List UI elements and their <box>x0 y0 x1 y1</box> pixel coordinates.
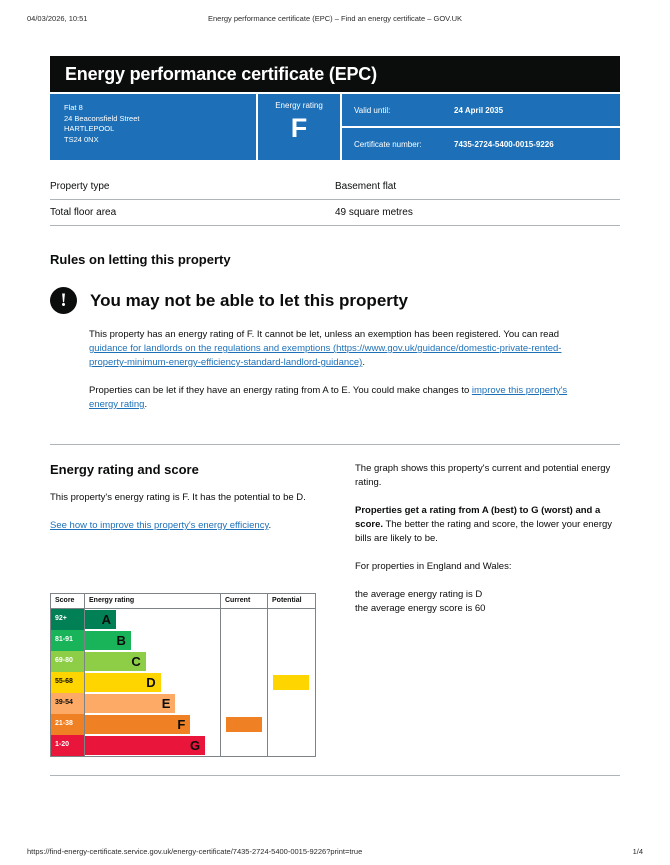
current-cell-b <box>221 630 268 651</box>
potential-score-pointer <box>273 675 309 690</box>
potential-cell-e <box>268 693 315 714</box>
document-content <box>50 56 620 412</box>
graph-header-row <box>51 594 315 609</box>
score-band-c: 69-80 <box>51 651 85 672</box>
potential-cell-f <box>268 714 315 735</box>
certificate-meta <box>340 94 620 160</box>
property-details-table <box>50 174 620 226</box>
divider-bottom <box>50 775 620 776</box>
graph-row-f <box>51 714 315 735</box>
bar-d: D <box>85 673 161 692</box>
improve-efficiency-paragraph <box>50 519 325 533</box>
current-cell-g <box>221 735 268 756</box>
graph-row-e <box>51 693 315 714</box>
energy-rating-label: Energy rating <box>275 101 323 110</box>
table-row <box>50 174 620 200</box>
total-floor-area-label: Total floor area <box>50 200 335 226</box>
score-band-b: 81-91 <box>51 630 85 651</box>
potential-cell-c <box>268 651 315 672</box>
bar-cell-e <box>85 693 221 714</box>
energy-rating-badge <box>256 94 340 160</box>
graph-col-potential: Potential <box>272 597 302 604</box>
letting-rules-heading: Rules on letting this property <box>50 252 231 267</box>
rating-scale-explainer <box>355 504 620 546</box>
valid-until-value: 24 April 2035 <box>454 105 504 115</box>
letting-para2-text-b: . <box>144 399 148 410</box>
graph-row-d <box>51 672 315 693</box>
energy-rating-heading: Energy rating and score <box>50 462 199 477</box>
potential-cell-b <box>268 630 315 651</box>
bar-cell-a <box>85 609 221 630</box>
potential-cell-d <box>268 672 315 693</box>
potential-band-letter: D <box>294 678 300 687</box>
bar-e: E <box>85 694 175 713</box>
address-line-4: TS24 0NX <box>64 134 99 144</box>
page-title: Energy performance certificate (EPC) <box>65 63 377 84</box>
address-line-1: Flat 8 <box>64 103 83 112</box>
average-stats <box>355 588 620 616</box>
score-band-d: 55-68 <box>51 672 85 693</box>
letting-paragraph-1 <box>89 328 578 370</box>
graph-body <box>51 609 315 756</box>
epc-summary-block <box>50 94 620 160</box>
current-cell-a <box>221 609 268 630</box>
certificate-number-label: Certificate number: <box>354 139 422 149</box>
exclamation-icon: ! <box>50 287 77 314</box>
average-score-line: the average energy score is 60 <box>355 603 486 614</box>
bar-cell-d <box>85 672 221 693</box>
score-band-f: 21-38 <box>51 714 85 735</box>
letting-paragraph-2 <box>89 384 578 412</box>
divider-top <box>50 444 620 445</box>
bar-cell-c <box>85 651 221 672</box>
print-footer-page: 1/4 <box>632 847 643 856</box>
table-row <box>50 200 620 226</box>
bar-cell-f <box>85 714 221 735</box>
valid-until-label: Valid until: <box>354 105 391 115</box>
graph-explainer: The graph shows this property's current and potential energy rating. <box>355 463 611 488</box>
improve-efficiency-link[interactable]: See how to improve this property's energy efficiency <box>50 520 269 531</box>
certificate-number-row <box>342 126 620 160</box>
bar-c: C <box>85 652 146 671</box>
england-wales-intro: For properties in England and Wales: <box>355 561 512 572</box>
letting-para2-text-a: Properties can be let if they have an energy rating from A to E. You could make changes to <box>89 385 472 396</box>
address-line-3: HARTLEPOOL <box>64 124 115 133</box>
property-type-label: Property type <box>50 174 335 200</box>
landlord-guidance-link[interactable]: guidance for landlords on the regulations and exemptions (https://www.gov.uk/guidance/domestic-private-rented-property-minimum-energy-efficiency-standard-landlord-guidance) <box>89 343 562 368</box>
valid-until-row <box>342 94 620 126</box>
bar-g: G <box>85 736 205 755</box>
average-rating-line: the average energy rating is D <box>355 589 483 600</box>
print-header-title: Energy performance certificate (EPC) – Find an energy certificate – GOV.UK <box>207 14 462 23</box>
graph-col-current: Current <box>221 594 268 608</box>
warning-title: You may not be able to let this property <box>90 290 409 310</box>
warning-row <box>50 287 620 314</box>
improve-efficiency-suffix: . <box>268 520 272 531</box>
property-address <box>50 94 256 160</box>
graph-row-g <box>51 735 315 756</box>
energy-rating-right-column <box>355 462 620 630</box>
property-type-value: Basement flat <box>335 174 620 200</box>
rating-scale-rest: The better the rating and score, the lower your energy bills are likely to be. <box>355 519 613 544</box>
epc-rating-graph <box>50 593 316 757</box>
address-line-2: 24 Beaconsfield Street <box>64 113 140 123</box>
potential-cell-a <box>268 609 315 630</box>
print-header-date: 04/03/2026, 10:51 <box>27 14 88 23</box>
bar-a: A <box>85 610 116 629</box>
graph-row-a <box>51 609 315 630</box>
current-cell-f <box>221 714 268 735</box>
bar-f: F <box>85 715 190 734</box>
potential-cell-g <box>268 735 315 756</box>
letting-para1-text-b: . <box>362 357 365 368</box>
certificate-number-value: 7435-2724-5400-0015-9226 <box>454 139 554 149</box>
current-cell-c <box>221 651 268 672</box>
graph-row-b <box>51 630 315 651</box>
bar-b: B <box>85 631 131 650</box>
current-score-value: 27 <box>235 720 244 729</box>
energy-rating-left-column <box>50 462 325 753</box>
energy-rating-letter: F <box>290 113 308 143</box>
improve-rating-link[interactable]: improve this property's energy rating <box>89 385 568 410</box>
bar-cell-b <box>85 630 221 651</box>
score-band-g: 1-20 <box>51 735 85 756</box>
rating-scale-bold: Properties get a rating from A (best) to G (worst) and a score. <box>355 505 601 530</box>
total-floor-area-value: 49 square metres <box>335 200 620 226</box>
score-band-a: 92+ <box>51 609 85 630</box>
graph-col-score: Score <box>51 594 85 608</box>
current-cell-d <box>221 672 268 693</box>
epc-title-banner <box>50 56 620 92</box>
current-score-pointer <box>226 717 262 732</box>
print-footer-url: https://find-energy-certificate.service.gov.uk/energy-certificate/7435-2724-5400-0015-9226?print=true <box>27 847 363 856</box>
letting-para1-text-a: This property has an energy rating of F. It cannot be let, unless an exemption has been registered. You can read <box>89 329 560 340</box>
current-cell-e <box>221 693 268 714</box>
energy-rating-intro: This property's energy rating is F. It has the potential to be D. <box>50 492 306 503</box>
bar-cell-g <box>85 735 221 756</box>
score-band-e: 39-54 <box>51 693 85 714</box>
current-band-letter: F <box>247 720 252 729</box>
graph-col-energy-rating: Energy rating <box>85 594 221 608</box>
potential-score-value: 60 <box>282 678 291 687</box>
graph-row-c <box>51 651 315 672</box>
